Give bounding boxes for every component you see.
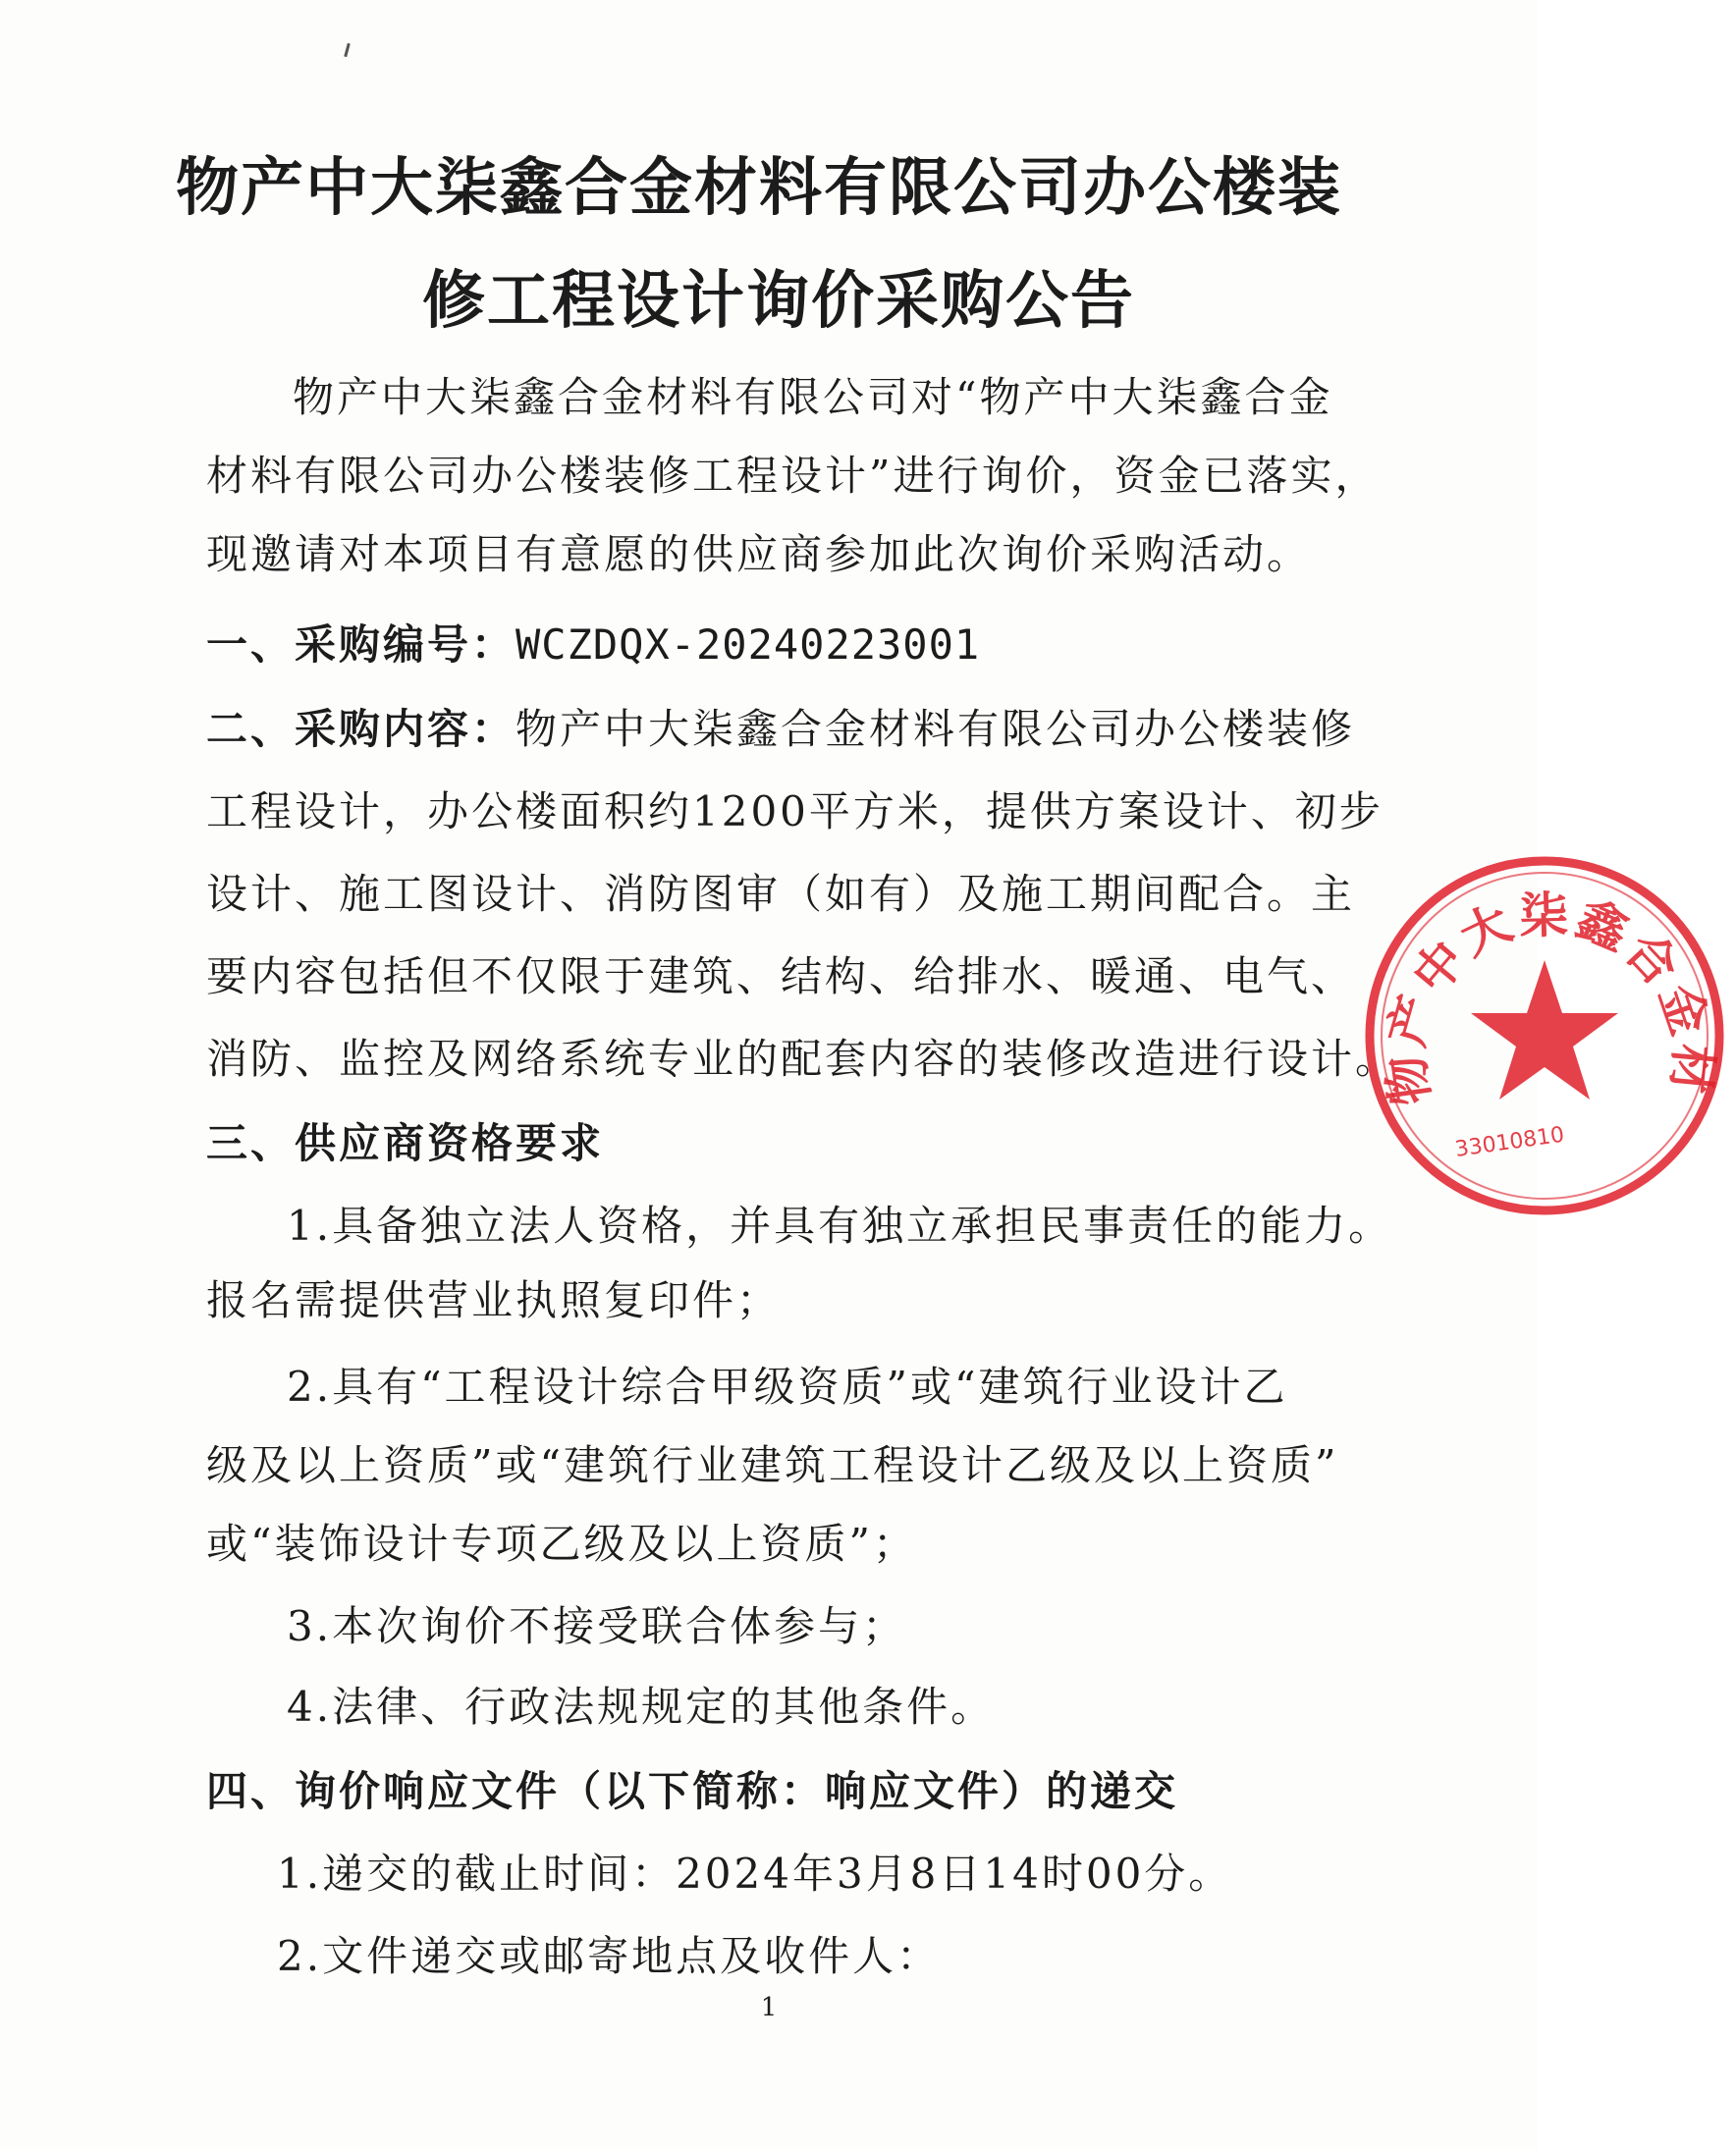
scan-mark <box>344 43 351 57</box>
section-3-item-3: 3.本次询价不接受联合体参与； <box>287 1602 907 1650</box>
section-4-item-2: 2.文件递交或邮寄地点及收件人： <box>277 1932 942 1980</box>
procurement-number: WCZDQX-20240223001 <box>515 620 981 669</box>
section-3-item-1: 1.具备独立法人资格，并具有独立承担民事责任的能力。 <box>287 1202 1393 1250</box>
section-4-item-1: 1.递交的截止时间：2024年3月8日14时00分。 <box>277 1850 1233 1898</box>
section-2-label: 二、采购内容： <box>206 705 516 753</box>
section-1-label: 一、采购编号： <box>206 620 516 669</box>
section-2-line-1: 工程设计，办公楼面积约1200平方米，提供方案设计、初步 <box>206 787 1383 835</box>
section-4-label: 四、询价响应文件（以下简称：响应文件）的递交 <box>206 1767 1179 1815</box>
page-number: 1 <box>760 1993 778 2022</box>
section-3-item-2-cont-2: 或“装饰设计专项乙级及以上资质”； <box>206 1520 917 1568</box>
company-seal-icon <box>1353 844 1736 1227</box>
section-2-first-line: 物产中大柒鑫合金材料有限公司办公楼装修 <box>515 705 1356 753</box>
seal-text: 物产中大柒鑫合金材 <box>1376 886 1722 1109</box>
section-2-line-3: 要内容包括但不仅限于建筑、结构、给排水、暖通、电气、 <box>206 952 1356 1000</box>
section-3-item-4: 4.法律、行政法规规定的其他条件。 <box>287 1683 996 1731</box>
section-3-item-2: 2.具有“工程设计综合甲级资质”或“建筑行业设计乙 <box>287 1363 1288 1411</box>
section-2-line-2: 设计、施工图设计、消防图审（如有）及施工期间配合。主 <box>206 870 1356 918</box>
section-3-label: 三、供应商资格要求 <box>206 1119 605 1167</box>
section-2-row <box>206 703 1355 756</box>
intro-line-2: 材料有限公司办公楼装修工程设计”进行询价，资金已落实， <box>206 452 1380 500</box>
document-title-line-1: 物产中大柒鑫合金材料有限公司办公楼装 <box>176 152 1342 225</box>
section-3-item-2-cont-1: 级及以上资质”或“建筑行业建筑工程设计乙级及以上资质” <box>206 1441 1339 1489</box>
intro-line-1: 物产中大柒鑫合金材料有限公司对“物产中大柒鑫合金 <box>293 373 1333 421</box>
intro-line-3: 现邀请对本项目有意愿的供应商参加此次询价采购活动。 <box>206 530 1312 578</box>
seal-code: 33010810 <box>1453 1122 1566 1162</box>
document-title-line-2: 修工程设计询价采购公告 <box>422 265 1135 338</box>
section-1-row <box>206 618 980 672</box>
section-3-item-1-cont: 报名需提供营业执照复印件； <box>206 1276 782 1324</box>
seal-star-icon <box>1471 960 1618 1100</box>
section-2-line-4: 消防、监控及网络系统专业的配套内容的装修改造进行设计。 <box>206 1035 1400 1083</box>
